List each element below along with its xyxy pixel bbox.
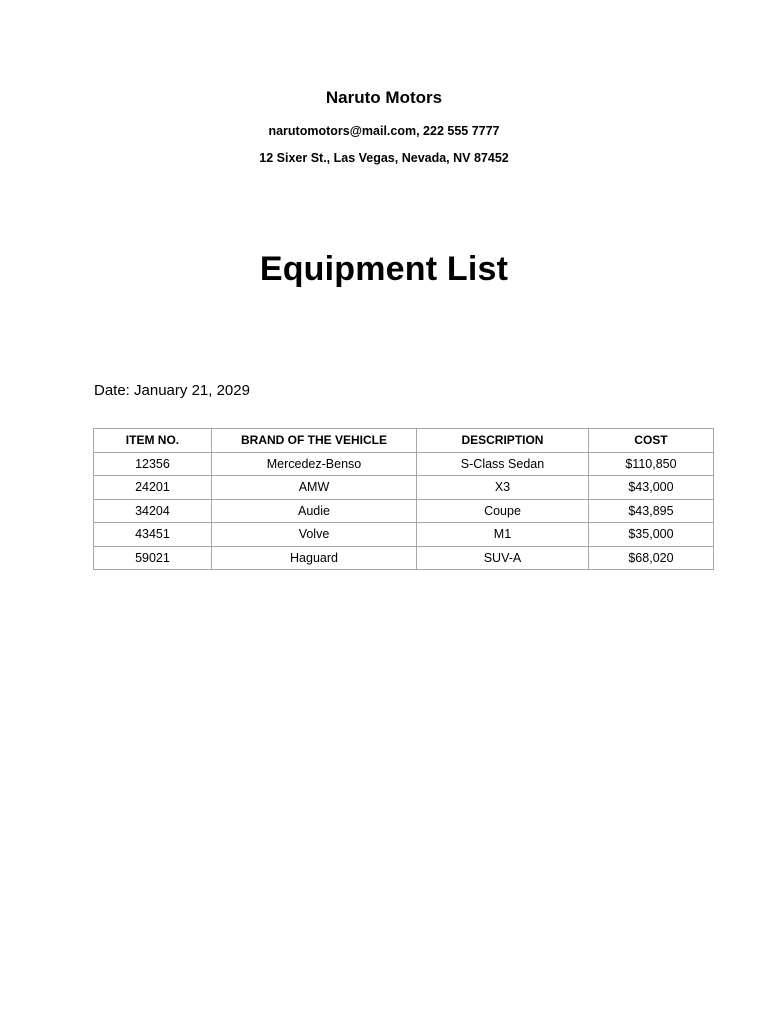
cell-brand: Volve	[211, 523, 416, 547]
company-address: 12 Sixer St., Las Vegas, Nevada, NV 87452	[259, 151, 509, 165]
header-brand: BRAND OF THE VEHICLE	[211, 429, 416, 453]
cell-brand: AMW	[211, 476, 416, 500]
equipment-table	[93, 428, 714, 570]
cell-cost: $35,000	[588, 523, 713, 547]
cell-cost: $68,020	[588, 546, 713, 570]
date-label: Date:	[94, 382, 130, 399]
date-value: January 21, 2029	[134, 382, 250, 399]
cell-item-no: 12356	[94, 452, 212, 476]
table-row	[94, 523, 714, 547]
cell-description: Coupe	[417, 499, 589, 523]
cell-brand: Mercedez-Benso	[211, 452, 416, 476]
cell-description: SUV-A	[417, 546, 589, 570]
header-cost: COST	[588, 429, 713, 453]
company-contact: narutomotors@mail.com, 222 555 7777	[268, 124, 500, 138]
cell-description: S-Class Sedan	[417, 452, 589, 476]
cell-item-no: 43451	[94, 523, 212, 547]
date-line	[94, 382, 250, 399]
header-description: DESCRIPTION	[417, 429, 589, 453]
cell-item-no: 59021	[94, 546, 212, 570]
cell-item-no: 34204	[94, 499, 212, 523]
cell-item-no: 24201	[94, 476, 212, 500]
table-header-row	[94, 429, 714, 453]
document-title: Equipment List	[259, 250, 509, 288]
cell-brand: Haguard	[211, 546, 416, 570]
cell-brand: Audie	[211, 499, 416, 523]
cell-cost: $110,850	[588, 452, 713, 476]
cell-description: X3	[417, 476, 589, 500]
cell-cost: $43,000	[588, 476, 713, 500]
table-row	[94, 499, 714, 523]
table-row	[94, 546, 714, 570]
header-item-no: ITEM NO.	[94, 429, 212, 453]
company-name: Naruto Motors	[325, 88, 443, 107]
cell-cost: $43,895	[588, 499, 713, 523]
table-row	[94, 476, 714, 500]
table-row	[94, 452, 714, 476]
cell-description: M1	[417, 523, 589, 547]
